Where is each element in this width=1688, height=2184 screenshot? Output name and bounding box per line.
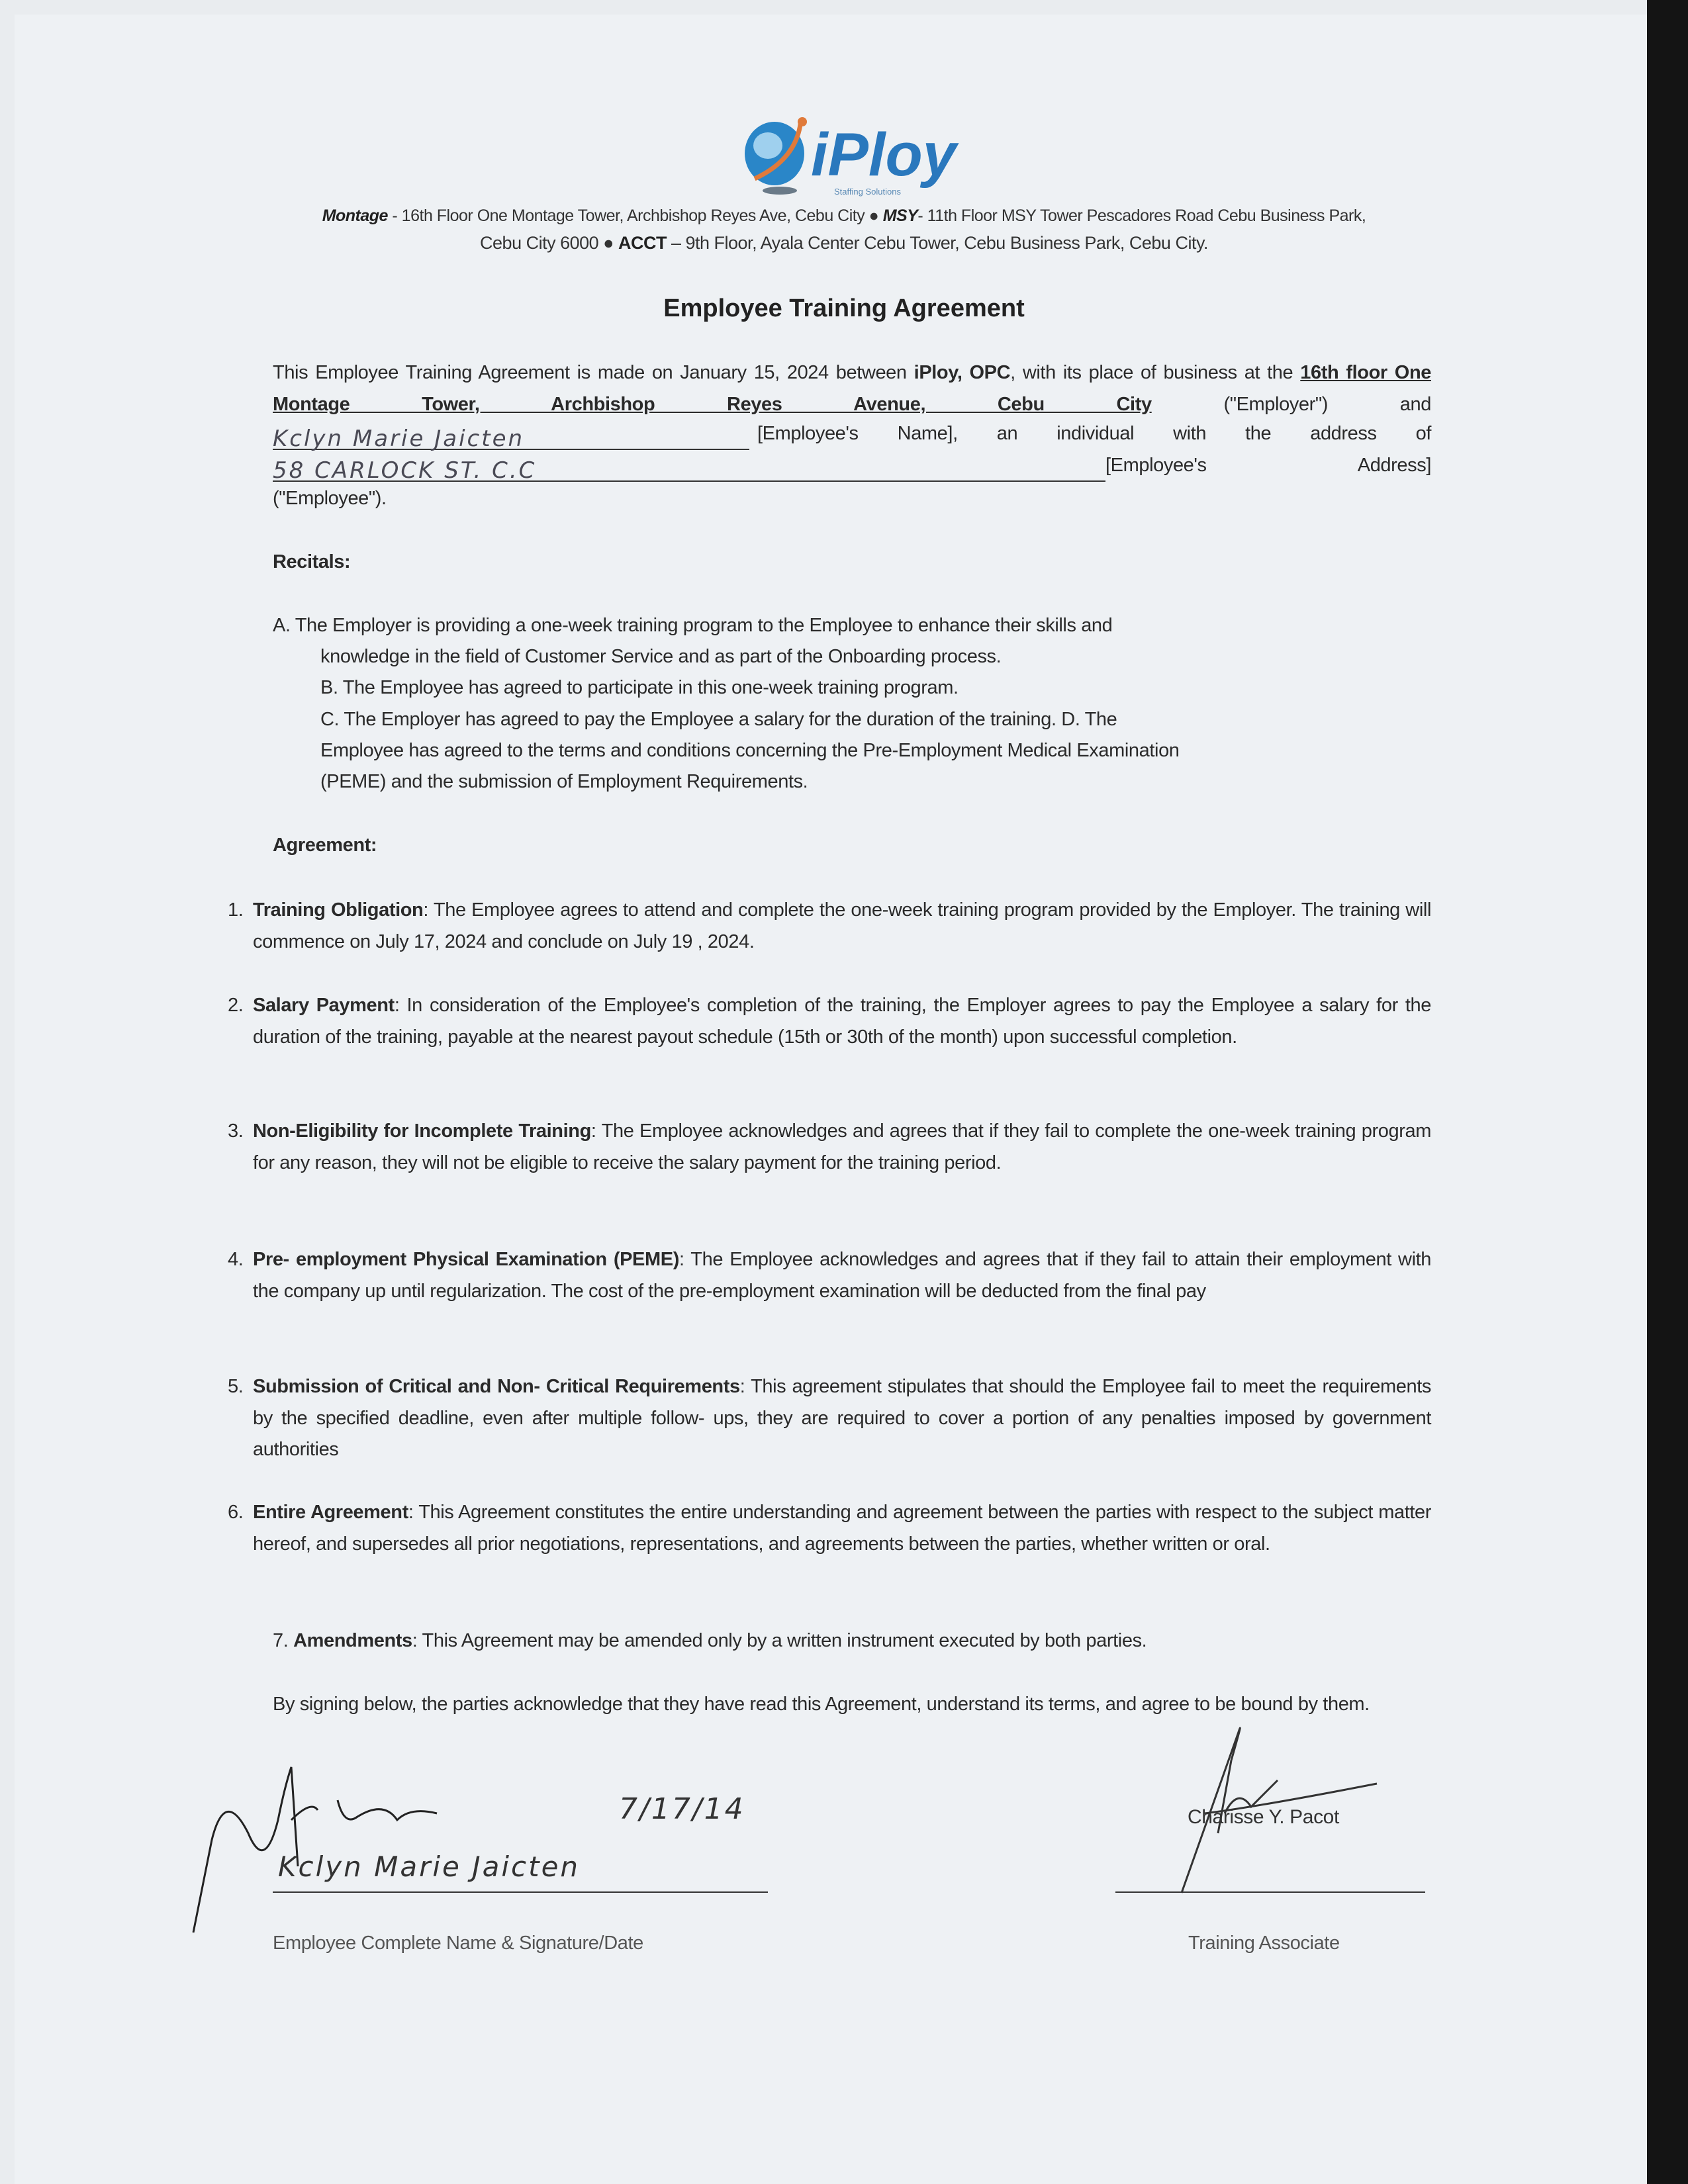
scan-edge — [1647, 0, 1688, 2184]
agreement-item-7: 7. Amendments: This Agreement may be amended only by a written instrument executed by both parties. — [273, 1630, 1147, 1651]
agreement-item-2: 2. Salary Payment: In consideration of the Employee's completion of the training, the Employer agrees to pay the Employee a salary for the duration of the training, payable at the nearest payout schedule (15th or 30th of the month) upon successful completion. — [228, 995, 1431, 1048]
document-title: Employee Training Agreement — [663, 295, 1025, 322]
recitals-heading: Recitals: — [273, 551, 351, 572]
employee-address-row: 58 CARLOCK ST. C.C [Employee's Address] — [273, 455, 1431, 484]
intro-paragraph: This Employee Training Agreement is made on January 15, 2024 between iPloy, OPC, with its place of business at the 16th floor One Montage Tower, Archbishop Reyes Avenue, Cebu City ("Employer") and — [273, 362, 1431, 415]
employee-signature-label: Employee Complete Name & Signature/Date — [273, 1933, 643, 1954]
agreement-item-5: 5. Submission of Critical and Non- Critical Requirements: This agreement stipulates that should the Employee fail to meet the requirements by the specified deadline, even after multiple follow- ups, they are required to cover a portion of any penalties imposed by government authorities — [228, 1376, 1431, 1460]
recital-a: A. The Employer is providing a one-week training program to the Employee to enhance their skills and — [273, 615, 1113, 636]
closing-statement: By signing below, the parties acknowledge that they have read this Agreement, understand its terms, and agree to be bound by them. — [273, 1694, 1370, 1715]
agreement-item-3: 3. Non-Eligibility for Incomplete Training: The Employee acknowledges and agrees that if they fail to complete the one-week training program for any reason, they will not be eligible to receive the salary payment for the training period. — [228, 1120, 1431, 1173]
employee-address-field: 58 CARLOCK ST. C.C — [273, 455, 1105, 482]
associate-signature-line — [1115, 1891, 1425, 1893]
intro-end: ("Employee"). — [273, 488, 387, 509]
recital-d-cont: (PEME) and the submission of Employment Requirements. — [320, 771, 808, 792]
svg-text:iPloy: iPloy — [811, 121, 957, 189]
agreement-item-1: 1. Training Obligation: The Employee agrees to attend and complete the one-week training program provided by the Employer. The training will commence on July 17, 2024 and conclude on July 19 , 2024. — [228, 899, 1431, 952]
associate-signature — [1165, 1721, 1397, 1899]
associate-name: Charisse Y. Pacot — [1188, 1806, 1339, 1828]
recital-b: B. The Employee has agreed to participate in this one-week training program. — [320, 677, 959, 698]
recital-a-cont: knowledge in the field of Customer Service and as part of the Onboarding process. — [320, 646, 1002, 667]
globe-icon — [735, 113, 1000, 199]
office-addresses-line1: Montage - 16th Floor One Montage Tower, Archbishop Reyes Ave, Cebu City ● MSY- 11th Floor MSY Tower Pescadores Road Cebu Business Park, — [322, 206, 1366, 225]
agreement-item-4: 4. Pre- employment Physical Examination (PEME): The Employee acknowledges and agrees that if they fail to attain their employment with the company up until regularization. The cost of the pre-employment examination will be deducted from the final pay — [228, 1249, 1432, 1302]
employee-printed-name: Kclyn Marie Jaicten — [278, 1850, 581, 1883]
employee-signature-line — [273, 1891, 768, 1893]
employee-name-field: Kclyn Marie Jaicten — [273, 424, 749, 450]
employee-signature-date: 7/17/14 — [619, 1792, 745, 1826]
agreement-heading: Agreement: — [273, 835, 377, 856]
recital-c: C. The Employer has agreed to pay the Employee a salary for the duration of the training. D. The — [320, 709, 1117, 730]
recital-d: Employee has agreed to the terms and conditions concerning the Pre-Employment Medical Examination — [320, 740, 1180, 761]
office-addresses-line2: Cebu City 6000 ● ACCT – 9th Floor, Ayala Center Cebu Tower, Cebu Business Park, Cebu City. — [480, 233, 1208, 253]
iploy-logo — [735, 113, 1000, 199]
associate-signature-label: Training Associate — [1188, 1933, 1340, 1954]
agreement-item-6: 6. Entire Agreement: This Agreement constitutes the entire understanding and agreement between the parties with respect to the subject matter hereof, and supersedes all prior negotiations, representations, and agreements between the parties, whether written or oral. — [228, 1502, 1431, 1555]
svg-text:Staffing Solutions: Staffing Solutions — [834, 187, 901, 197]
employee-name-row: Kclyn Marie Jaicten [Employee's Name], an individual with the address of — [273, 423, 1431, 452]
